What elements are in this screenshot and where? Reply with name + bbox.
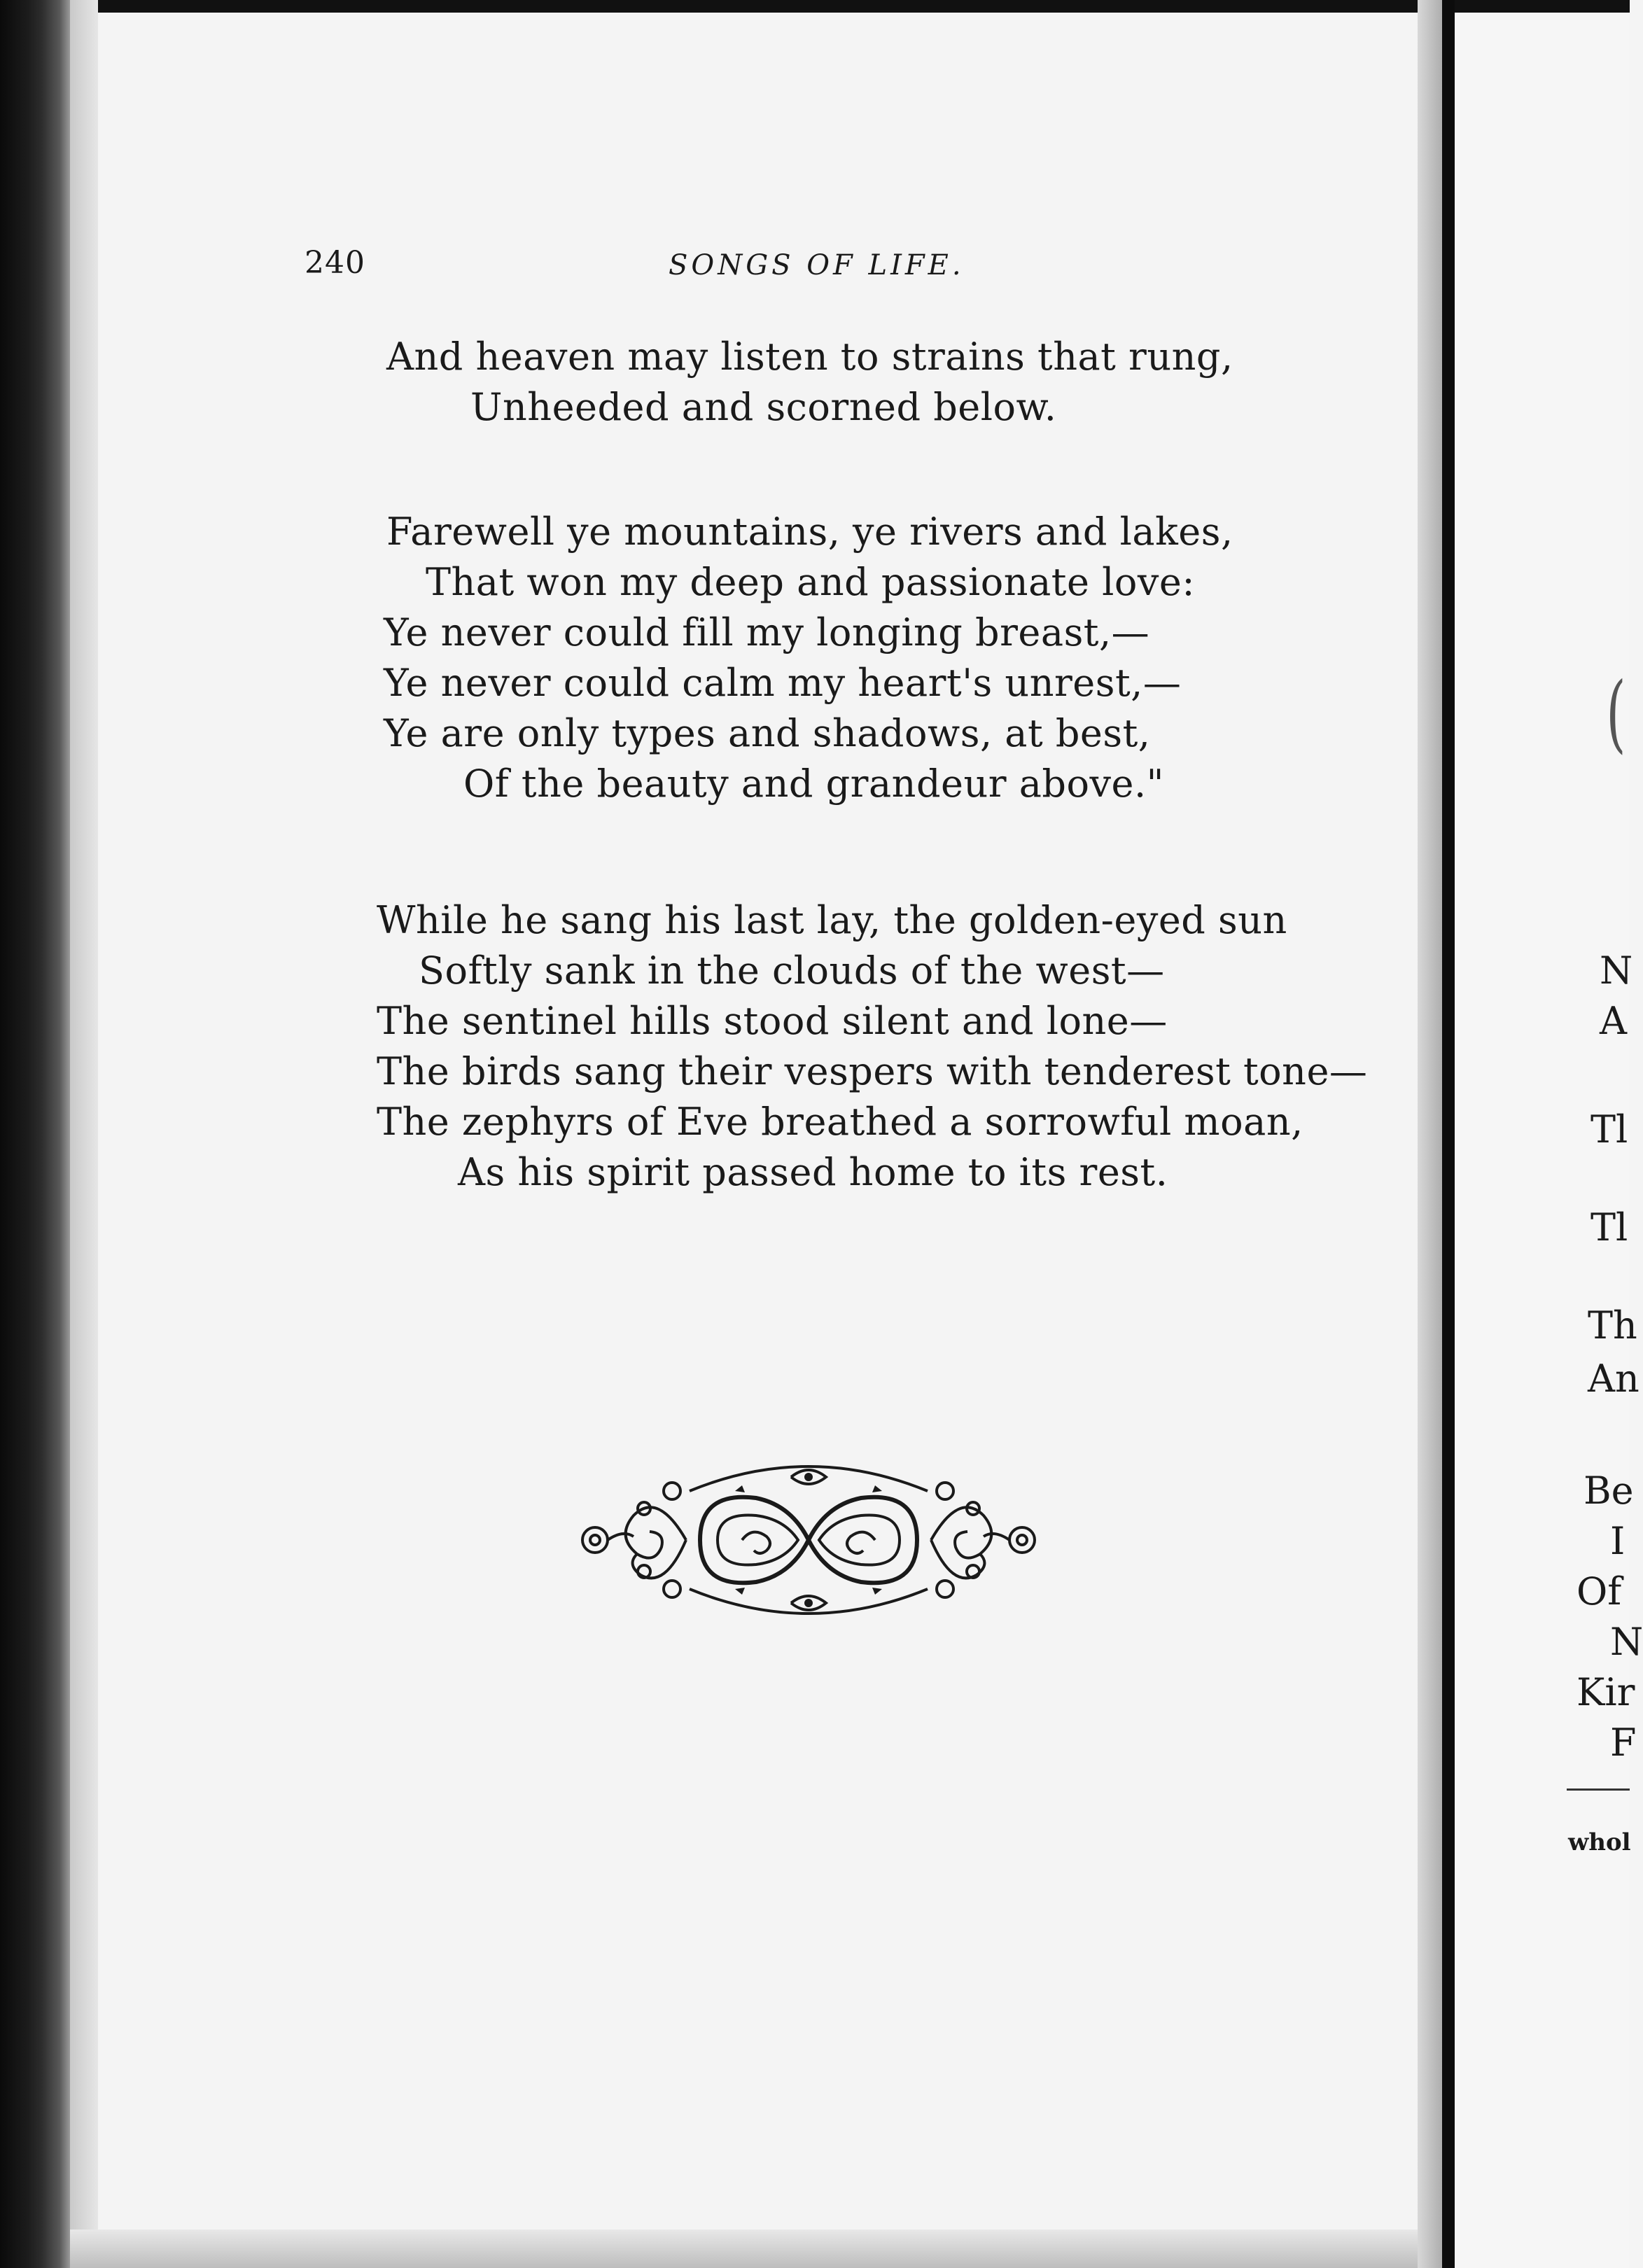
facing-page-fragment: N: [1610, 1620, 1643, 1664]
poem-line: As his spirit passed home to its rest.: [458, 1150, 1168, 1194]
facing-page-fragment: N: [1600, 948, 1633, 993]
facing-page-fragment: whol: [1568, 1828, 1631, 1856]
poem-line: Ye never could calm my heart's unrest,—: [384, 661, 1182, 705]
poem-line: Of the beauty and grandeur above.": [463, 762, 1164, 806]
facing-page-fragment: F: [1610, 1721, 1637, 1765]
poem-line: Softly sank in the clouds of the west—: [419, 948, 1165, 993]
page-bottom-shade: [70, 2230, 1463, 2268]
facing-page-fragment: Th: [1588, 1303, 1637, 1348]
spine-shadow: [1418, 0, 1446, 2268]
poem-line: Unheeded and scorned below.: [470, 385, 1057, 429]
poem-line: That won my deep and passionate love:: [426, 560, 1196, 604]
facing-page-fragment: Tl: [1590, 1205, 1628, 1250]
scroll-ornament-icon: [567, 1449, 1050, 1631]
facing-page-fragment: Of: [1576, 1569, 1622, 1614]
facing-page-fragment: An: [1588, 1357, 1639, 1401]
page-edge: [70, 0, 98, 2268]
poem-line: Farewell ye mountains, ye rivers and lakes,: [386, 510, 1233, 554]
poem-line: The zephyrs of Eve breathed a sorrowful moan,: [377, 1100, 1303, 1144]
facing-page-fragment: Be: [1583, 1469, 1634, 1513]
facing-page-rule: [1567, 1788, 1630, 1791]
poem-line: While he sang his last lay, the golden-eyed sun: [377, 898, 1287, 942]
poem-line: Ye are only types and shadows, at best,: [384, 711, 1151, 755]
facing-page-fragment: Kir: [1576, 1670, 1635, 1714]
book-gutter: [1442, 0, 1455, 2268]
running-title: SONGS OF LIFE.: [669, 249, 965, 281]
scan-top-border: [0, 0, 1630, 13]
page-number: 240: [305, 245, 365, 281]
poem-line: The birds sang their vespers with tenderest tone—: [377, 1049, 1368, 1093]
facing-page-fragment: A: [1600, 999, 1627, 1043]
poem-line: And heaven may listen to strains that rung,: [386, 335, 1233, 379]
scan-left-border: [0, 0, 70, 2268]
poem-line: The sentinel hills stood silent and lone—: [377, 999, 1168, 1043]
facing-page-fragment: Tl: [1590, 1107, 1628, 1152]
facing-page-mark: (: [1606, 665, 1626, 762]
facing-page-fragment: I: [1610, 1519, 1625, 1563]
poem-line: Ye never could fill my longing breast,—: [384, 610, 1150, 654]
